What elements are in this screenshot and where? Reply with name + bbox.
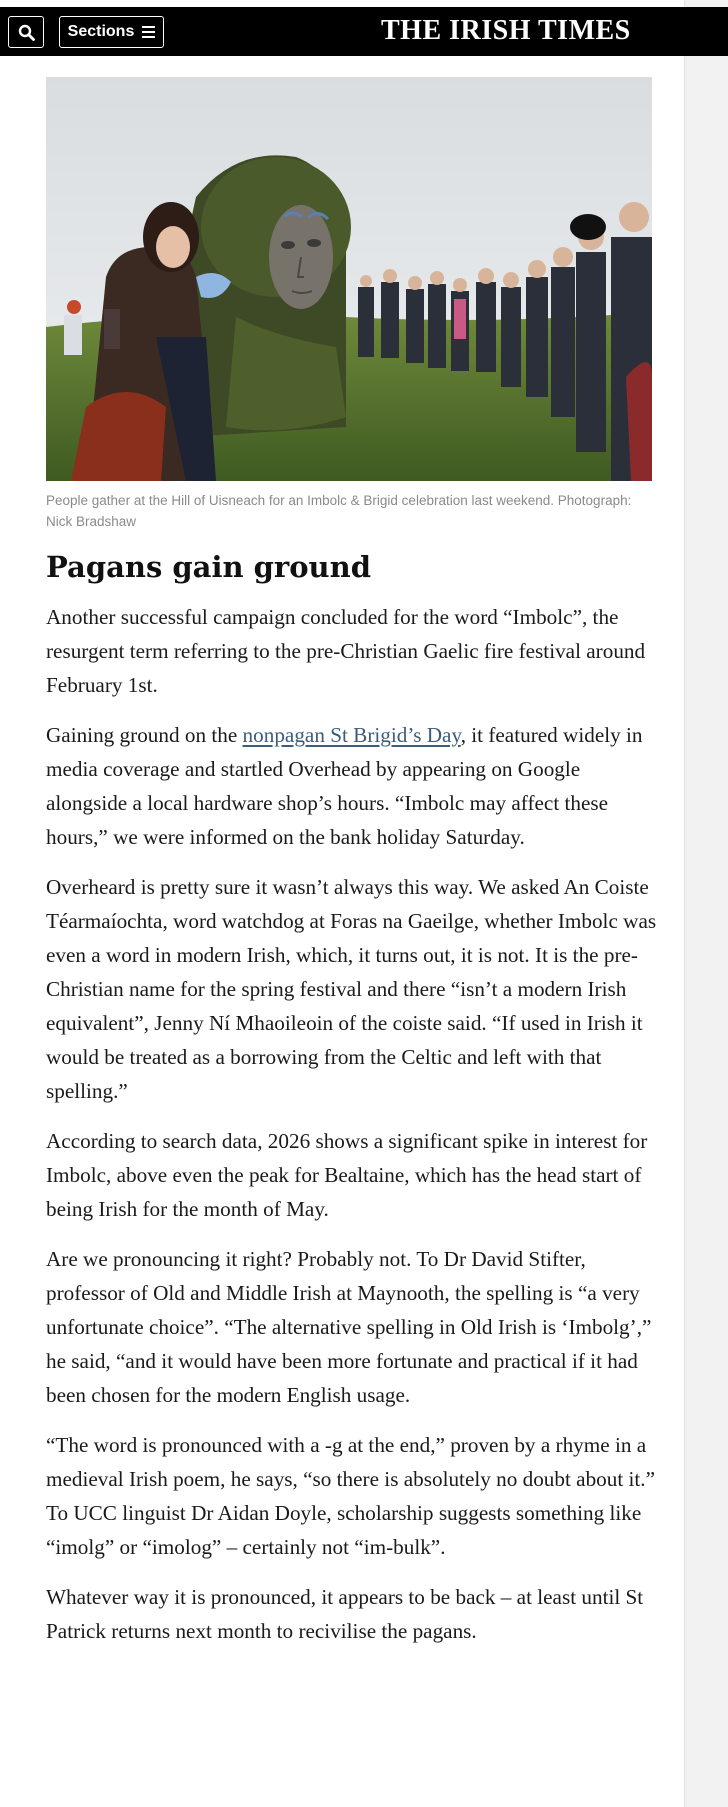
article-photo	[46, 77, 652, 481]
search-icon	[18, 24, 35, 41]
paragraph-2-start: Gaining ground on the	[46, 723, 243, 747]
paragraph-7: Whatever way it is pronounced, it appears to be back – at least until St Patrick returns next month to recivilise the pagans.	[46, 1585, 644, 1643]
sections-menu-button[interactable]	[59, 16, 164, 48]
top-navigation-bar	[0, 7, 728, 56]
st-brigids-day-link[interactable]: nonpagan St Brigid’s Day	[242, 723, 461, 747]
paragraph-2	[46, 718, 666, 854]
sections-label: Sections	[67, 23, 135, 40]
section-subheading: Pagans gain ground	[46, 550, 372, 584]
paragraph-3: Overheard is pretty sure it wasn’t always this way. We asked An Coiste Téarmaíochta, word watchdog at Foras na Gaeilge, whether Imbolc was even a word in modern Irish, which, it turns out, it is not. It is the pre-Christian name for the spring festival and there “isn’t a modern Irish equivalent”, Jenny Ní Mhaoileoin of the coiste said. “If used in Irish it would be treated as a borrowing from the Celtic and left with that spelling.”	[46, 875, 657, 1103]
paragraph-1: Another successful campaign concluded for the word “Imbolc”, the resurgent term referring to the pre-Christian Gaelic fire festival around February 1st.	[46, 605, 646, 697]
article-body	[46, 600, 666, 1664]
paragraph-4: According to search data, 2026 shows a significant spike in interest for Imbolc, above even the peak for Bealtaine, which has the head start of being Irish for the month of May.	[46, 1129, 648, 1221]
search-button[interactable]	[8, 16, 44, 48]
paragraph-2-end: , it featured widely in media coverage and startled Overhead by appearing on Google alongside a local hardware shop’s hours. “Imbolc may affect these hours,” we were informed on the bank holiday Saturday.	[46, 723, 643, 849]
paragraph-5: Are we pronouncing it right? Probably not. To Dr David Stifter, professor of Old and Middle Irish at Maynooth, the spelling is “a very unfortunate choice”. “The alternative spelling in Old Irish is ‘Imbolg’,” he said, “and it would have been more fortunate and practical if it had been chosen for the modern English usage.	[46, 1247, 652, 1407]
hamburger-icon	[142, 26, 155, 38]
image-caption: People gather at the Hill of Uisneach for an Imbolc & Brigid celebration last weekend. Photograph: Nick Bradshaw	[46, 493, 632, 529]
imbolc-celebration-photo	[46, 77, 652, 481]
masthead-logo[interactable]: THE IRISH TIMES	[381, 15, 631, 46]
paragraph-6: “The word is pronounced with a -g at the end,” proven by a rhyme in a medieval Irish poem, he says, “so there is absolutely no doubt about it.” To UCC linguist Dr Aidan Doyle, scholarship suggests something like “imolg” or “imolog” – certainly not “im-bulk”.	[46, 1433, 656, 1559]
